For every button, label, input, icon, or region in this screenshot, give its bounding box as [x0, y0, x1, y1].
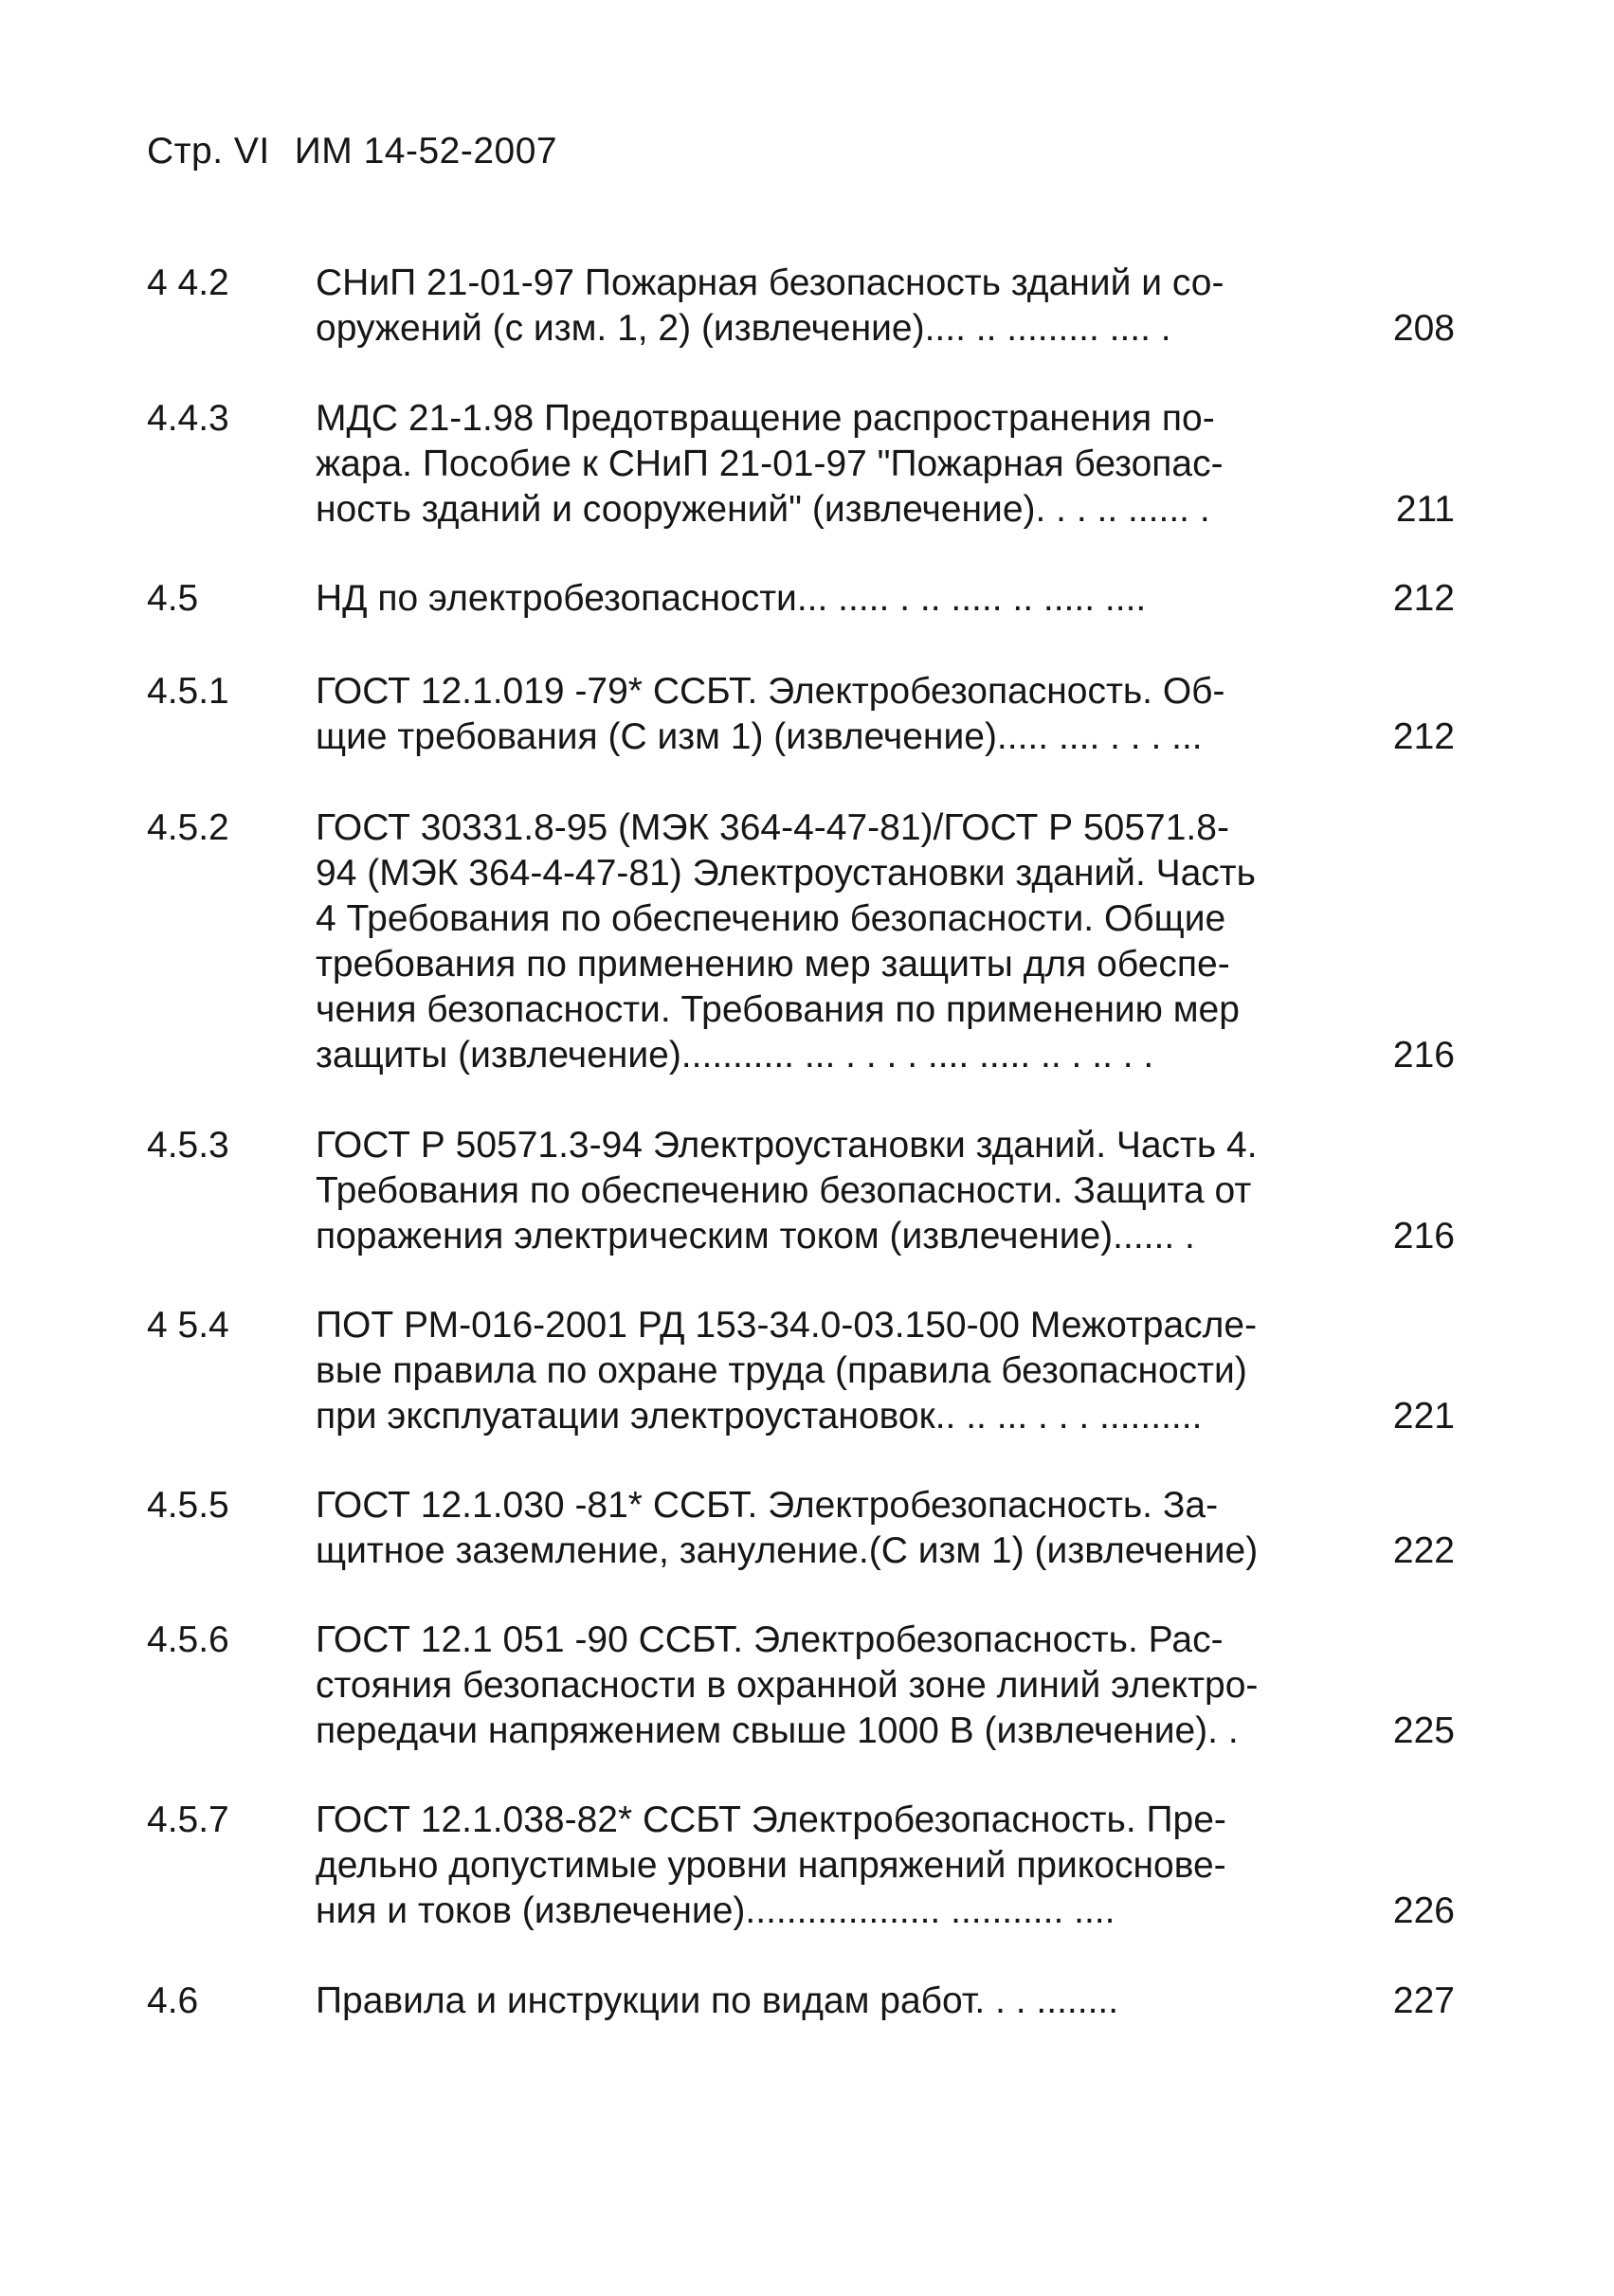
- toc-entry-title-line: 4 Требования по обеспечению безопасности. Общие: [316, 898, 1226, 939]
- page-header: [147, 131, 557, 172]
- toc-entry-title: [316, 576, 1358, 622]
- toc-entry-title-line: ность зданий и сооружений" (извлечение). . . .. ...... .: [316, 489, 1210, 530]
- toc-entry-title-line: ГОСТ Р 50571.3-94 Электроустановки зданий. Часть 4.: [316, 1125, 1258, 1166]
- toc-entry-title: [316, 1798, 1358, 1934]
- toc-entry-title: [316, 669, 1358, 760]
- toc-entry-number: 4.5: [147, 578, 199, 619]
- toc-entry-title-line: ГОСТ 12.1 051 -90 ССБТ. Электробезопасность. Рас-: [316, 1619, 1224, 1660]
- toc-entry-title-line: ГОСТ 12.1.019 -79* ССБТ. Электробезопасность. Об-: [316, 671, 1225, 712]
- document-code: ИМ 14-52-2007: [294, 131, 558, 172]
- toc-entry-title: [316, 1123, 1358, 1259]
- toc-entry-number: 4 5.4: [147, 1305, 229, 1346]
- toc-entry-title: [316, 1618, 1358, 1754]
- toc-entry-number: 4.5.2: [147, 807, 229, 848]
- toc-entry-page: 226: [1392, 1890, 1455, 1931]
- toc-entry-title-line: МДС 21-1.98 Предотвращение распространения по-: [316, 398, 1215, 439]
- page-label: Стр. VI: [147, 131, 270, 172]
- toc-entry-page: 212: [1392, 578, 1455, 619]
- toc-entry-title-line: стояния безопасности в охранной зоне линий электро-: [316, 1665, 1259, 1706]
- toc-entry-number: 4.5.6: [147, 1619, 229, 1660]
- toc-entry-number: 4.5.3: [147, 1125, 229, 1166]
- toc-entry-title: [316, 396, 1358, 533]
- toc-entry-title: [316, 1483, 1358, 1574]
- toc-entry-number: 4.5.5: [147, 1485, 229, 1526]
- toc-entry-title-line: Требования по обеспечению безопасности. Защита от: [316, 1170, 1252, 1211]
- toc-entry-title-line: жара. Пособие к СНиП 21-01-97 "Пожарная безопас-: [316, 443, 1224, 484]
- toc-entry-page: 222: [1392, 1530, 1455, 1571]
- toc-entry-title-line: ния и токов (извлечение)................... ........... ....: [316, 1890, 1115, 1931]
- toc-entry-title-line: поражения электрическим током (извлечение)...... .: [316, 1216, 1195, 1256]
- toc-entry-page: 216: [1392, 1216, 1455, 1256]
- toc-entry-page: 216: [1392, 1035, 1455, 1076]
- toc-entry-title: [316, 1979, 1358, 2024]
- toc-entry-title-line: вые правила по охране труда (правила безопасности): [316, 1350, 1247, 1391]
- toc-entry-page: 211: [1395, 489, 1455, 530]
- toc-entry-title-line: при эксплуатации электроустановок.. .. ... . . . ..........: [316, 1396, 1203, 1437]
- toc-entry-title-line: НД по электробезопасности... ..... . .. ..... .. ..... ....: [316, 578, 1147, 619]
- toc-entry-number: 4.5.1: [147, 671, 229, 712]
- toc-entry-page: 227: [1392, 1980, 1455, 2021]
- toc-entry-title-line: СНиП 21-01-97 Пожарная безопасность зданий и со-: [316, 262, 1224, 303]
- toc-entry-page: 221: [1392, 1396, 1455, 1437]
- toc-entry-page: 225: [1392, 1710, 1455, 1751]
- toc-entry-title-line: Правила и инструкции по видам работ. . . ........: [316, 1980, 1119, 2021]
- toc-entry-title-line: 94 (МЭК 364-4-47-81) Электроустановки зданий. Часть: [316, 853, 1256, 894]
- toc-entry-page: 208: [1392, 308, 1455, 349]
- toc-entry-title-line: ГОСТ 30331.8-95 (МЭК 364-4-47-81)/ГОСТ Р 50571.8-: [316, 807, 1229, 848]
- toc-entry-title: [316, 1303, 1358, 1439]
- toc-entry-title-line: оружений (с изм. 1, 2) (извлечение).... .. ......... .... .: [316, 308, 1171, 349]
- toc-entry-number: 4.5.7: [147, 1799, 229, 1840]
- toc-entry-title-line: щитное заземление, зануление.(С изм 1) (извлечение): [316, 1530, 1259, 1571]
- toc-entry-title: [316, 261, 1358, 352]
- toc-entry-title-line: ПОТ РМ-016-2001 РД 153-34.0-03.150-00 Межотрасле-: [316, 1305, 1258, 1346]
- toc-entry-title-line: чения безопасности. Требования по применению мер: [316, 989, 1240, 1030]
- toc-entry-title-line: дельно допустимые уровни напряжений прикоснове-: [316, 1845, 1226, 1886]
- toc-entry-number: 4.6: [147, 1980, 199, 2021]
- toc-entry-title-line: ГОСТ 12.1.030 -81* ССБТ. Электробезопасность. За-: [316, 1485, 1219, 1526]
- toc-entry-title-line: щие требования (С изм 1) (извлечение)..... .... . . . ...: [316, 716, 1203, 757]
- toc-entry-title-line: требования по применению мер защиты для обеспе-: [316, 944, 1230, 985]
- toc-entry-title-line: защиты (извлечение)........... ... . . . . .... ..... .. . .. . .: [316, 1035, 1154, 1076]
- toc-entry-title: [316, 805, 1358, 1078]
- toc-entry-number: 4.4.3: [147, 398, 229, 439]
- toc-entry-title-line: передачи напряжением свыше 1000 В (извлечение). .: [316, 1710, 1239, 1751]
- toc-entry-title-line: ГОСТ 12.1.038-82* ССБТ Электробезопасность. Пре-: [316, 1799, 1226, 1840]
- toc-entry-number: 4 4.2: [147, 262, 229, 303]
- toc-entry-page: 212: [1392, 716, 1455, 757]
